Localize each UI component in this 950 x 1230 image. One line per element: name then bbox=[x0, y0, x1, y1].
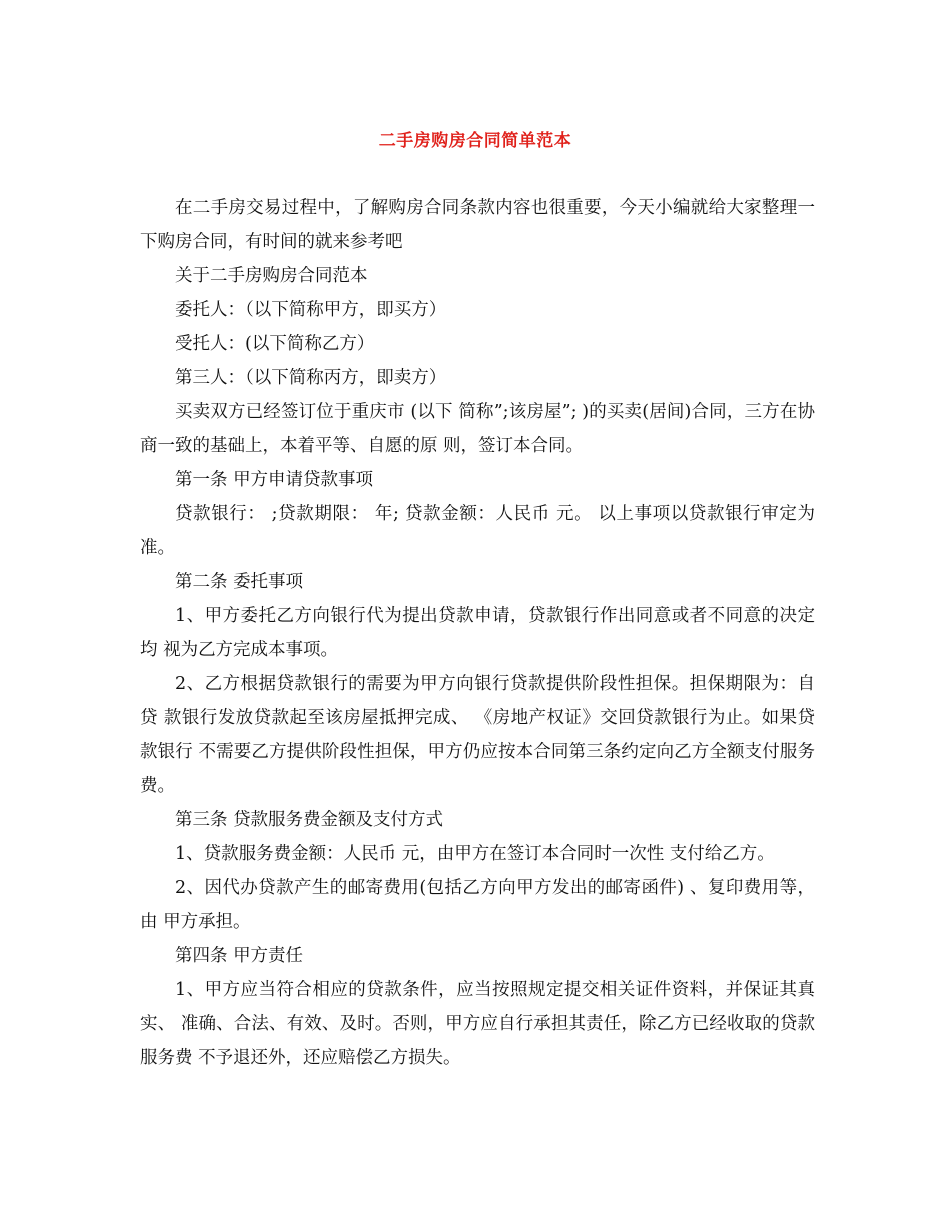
article-2-item-2: 2、乙方根据贷款银行的需要为甲方向银行贷款提供阶段性担保。担保期限为：自贷 款银行发放贷款起至该房屋抵押完成、 《房地产权证》交回贷款银行为止。如果贷款银行 不需要乙方提供阶段性担保，甲方仍应按本合同第三条约定向乙方全额支付服务费。 bbox=[140, 674, 815, 796]
article-3-item-1: 1、贷款服务费金额：人民币 元，由甲方在签订本合同时一次性 支付给乙方。 bbox=[175, 844, 775, 864]
article-3-heading: 第三条 贷款服务费金额及支付方式 bbox=[175, 810, 444, 830]
paragraph-trustee: 受托人：(以下简称乙方） bbox=[175, 334, 375, 354]
article-2-heading: 第二条 委托事项 bbox=[175, 572, 304, 592]
document-body bbox=[140, 191, 815, 1075]
article-2-item-1: 1、甲方委托乙方向银行代为提出贷款申请，贷款银行作出同意或者不同意的决定均 视为乙方完成本事项。 bbox=[140, 606, 815, 660]
article-4-item-1: 1、甲方应当符合相应的贷款条件，应当按照规定提交相关证件资料，并保证其真实、 准确、合法、有效、及时。否则，甲方应自行承担其责任，除乙方已经收取的贷款服务费 不予退还外，还应赔偿乙方损失。 bbox=[140, 980, 815, 1068]
paragraph-client: 委托人：（以下简称甲方，即买方） bbox=[175, 300, 447, 320]
article-3-item-2: 2、因代办贷款产生的邮寄费用(包括乙方向甲方发出的邮寄函件) 、复印费用等，由 甲方承担。 bbox=[140, 878, 815, 932]
document-title: 二手房购房合同简单范本 bbox=[378, 131, 572, 151]
paragraph-intro: 在二手房交易过程中，了解购房合同条款内容也很重要，今天小编就给大家整理一下购房合同，有时间的就来参考吧 bbox=[140, 198, 815, 252]
paragraph-preamble: 买卖双方已经签订位于重庆市 (以下 简称”;该房屋”; )的买卖(居间)合同，三方在协商一致的基础上，本着平等、自愿的原 则，签订本合同。 bbox=[140, 402, 815, 456]
paragraph-heading: 关于二手房购房合同范本 bbox=[175, 266, 368, 286]
article-4-heading: 第四条 甲方责任 bbox=[175, 946, 304, 966]
article-1-text: 贷款银行： ;贷款期限： 年; 贷款金额：人民币 元。 以上事项以贷款银行审定为准。 bbox=[140, 504, 815, 558]
article-1-heading: 第一条 甲方申请贷款事项 bbox=[175, 470, 374, 490]
paragraph-third-party: 第三人：（以下简称丙方，即卖方） bbox=[175, 368, 447, 388]
